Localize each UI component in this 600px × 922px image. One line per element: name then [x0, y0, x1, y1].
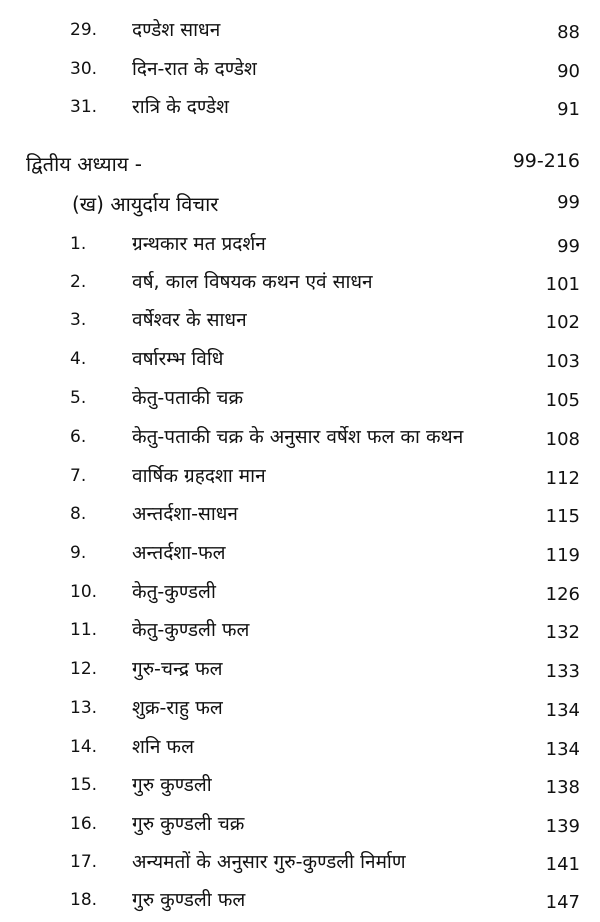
toc-entry-title: वर्ष, काल विषयक कथन एवं साधन — [132, 271, 373, 293]
toc-entry-number: 29. — [70, 20, 98, 40]
toc-entry-page: 134 — [545, 739, 580, 760]
chapter-heading — [0, 144, 600, 182]
chapter-title: द्वितीय अध्याय - — [26, 152, 142, 176]
toc-entry — [0, 262, 600, 300]
toc-entry-number: 10. — [70, 582, 98, 602]
toc-entry-page: 115 — [545, 506, 580, 527]
toc-entry-page: 126 — [545, 584, 580, 605]
toc-entry-title: गुरु कुण्डली — [132, 774, 212, 796]
toc-entry-title: गुरु कुण्डली फल — [132, 889, 246, 911]
toc-entry-title: गुरु कुण्डली चक्र — [132, 813, 245, 835]
toc-entry-page: 105 — [545, 390, 580, 411]
chapter-page-range: 99-216 — [512, 150, 580, 172]
toc-entry — [0, 688, 600, 726]
toc-entry-page: 91 — [557, 99, 580, 120]
toc-entry-title: केतु-कुण्डली फल — [132, 619, 250, 641]
toc-entry-number: 1. — [70, 234, 87, 254]
toc-entry — [0, 765, 600, 803]
toc-entry — [0, 10, 600, 48]
toc-entry-title: अन्तर्दशा-साधन — [132, 503, 238, 525]
section-heading — [0, 184, 600, 222]
toc-entry — [0, 610, 600, 648]
toc-entry-page: 99 — [557, 236, 580, 257]
toc-entry-page: 101 — [545, 274, 580, 295]
toc-entry — [0, 880, 600, 918]
toc-entry-page: 88 — [557, 22, 580, 43]
toc-entry-number: 6. — [70, 427, 87, 447]
toc-entry-title: वार्षिक ग्रहदशा मान — [132, 465, 266, 487]
toc-entry-number: 5. — [70, 388, 87, 408]
toc-entry-title: शनि फल — [132, 736, 194, 758]
toc-entry-number: 16. — [70, 814, 98, 834]
toc-entry-page: 112 — [545, 468, 580, 489]
toc-entry — [0, 533, 600, 571]
toc-entry-number: 8. — [70, 504, 87, 524]
toc-entry-number: 18. — [70, 890, 98, 910]
toc-entry-page: 108 — [545, 429, 580, 450]
toc-entry-number: 9. — [70, 543, 87, 563]
toc-entry-title: शुक्र-राहु फल — [132, 697, 223, 719]
toc-entry — [0, 339, 600, 377]
toc-entry-page: 119 — [545, 545, 580, 566]
toc-entry-title: दण्डेश साधन — [132, 19, 221, 41]
toc-entry-page: 90 — [557, 61, 580, 82]
toc-entry-number: 30. — [70, 59, 98, 79]
toc-entry-page: 102 — [545, 312, 580, 333]
toc-entry — [0, 49, 600, 87]
toc-entry — [0, 649, 600, 687]
toc-entry-title: केतु-कुण्डली — [132, 581, 216, 603]
toc-entry-page: 139 — [545, 816, 580, 837]
toc-entry — [0, 572, 600, 610]
toc-entry — [0, 727, 600, 765]
toc-entry — [0, 842, 600, 880]
toc-entry — [0, 300, 600, 338]
toc-entry-page: 147 — [545, 892, 580, 913]
toc-entry-page: 138 — [545, 777, 580, 798]
toc-entry-number: 31. — [70, 97, 98, 117]
toc-entry-number: 4. — [70, 349, 87, 369]
toc-entry-title: गुरु-चन्द्र फल — [132, 658, 223, 680]
toc-entry-page: 103 — [545, 351, 580, 372]
section-title: (ख) आयुर्दाय विचार — [72, 192, 219, 216]
toc-entry-number: 3. — [70, 310, 87, 330]
toc-entry-number: 17. — [70, 852, 98, 872]
toc-entry-number: 2. — [70, 272, 87, 292]
toc-entry-number: 12. — [70, 659, 98, 679]
toc-entry-number: 7. — [70, 466, 87, 486]
toc-entry — [0, 87, 600, 125]
toc-entry — [0, 224, 600, 262]
toc-entry-title: वर्षारम्भ विधि — [132, 348, 224, 370]
toc-entry-number: 15. — [70, 775, 98, 795]
toc-entry-number: 11. — [70, 620, 98, 640]
toc-entry-title: दिन-रात के दण्डेश — [132, 58, 257, 80]
toc-entry-title: अन्यमतों के अनुसार गुरु-कुण्डली निर्माण — [132, 851, 406, 873]
toc-entry-title: अन्तर्दशा-फल — [132, 542, 226, 564]
toc-entry-title: केतु-पताकी चक्र — [132, 387, 244, 409]
toc-entry-title: रात्रि के दण्डेश — [132, 96, 229, 118]
toc-entry — [0, 417, 600, 455]
toc-entry-title: ग्रन्थकार मत प्रदर्शन — [132, 233, 266, 255]
toc-entry-page: 141 — [545, 854, 580, 875]
toc-entry-page: 132 — [545, 622, 580, 643]
toc-entry — [0, 804, 600, 842]
toc-entry-title: वर्षेश्वर के साधन — [132, 309, 247, 331]
toc-entry-page: 134 — [545, 700, 580, 721]
toc-entry — [0, 378, 600, 416]
toc-entry-number: 14. — [70, 737, 98, 757]
toc-entry-number: 13. — [70, 698, 98, 718]
toc-entry-page: 133 — [545, 661, 580, 682]
toc-entry — [0, 456, 600, 494]
toc-entry — [0, 494, 600, 532]
toc-entry-title: केतु-पताकी चक्र के अनुसार वर्षेश फल का कथन — [132, 426, 464, 448]
section-page: 99 — [557, 192, 580, 213]
